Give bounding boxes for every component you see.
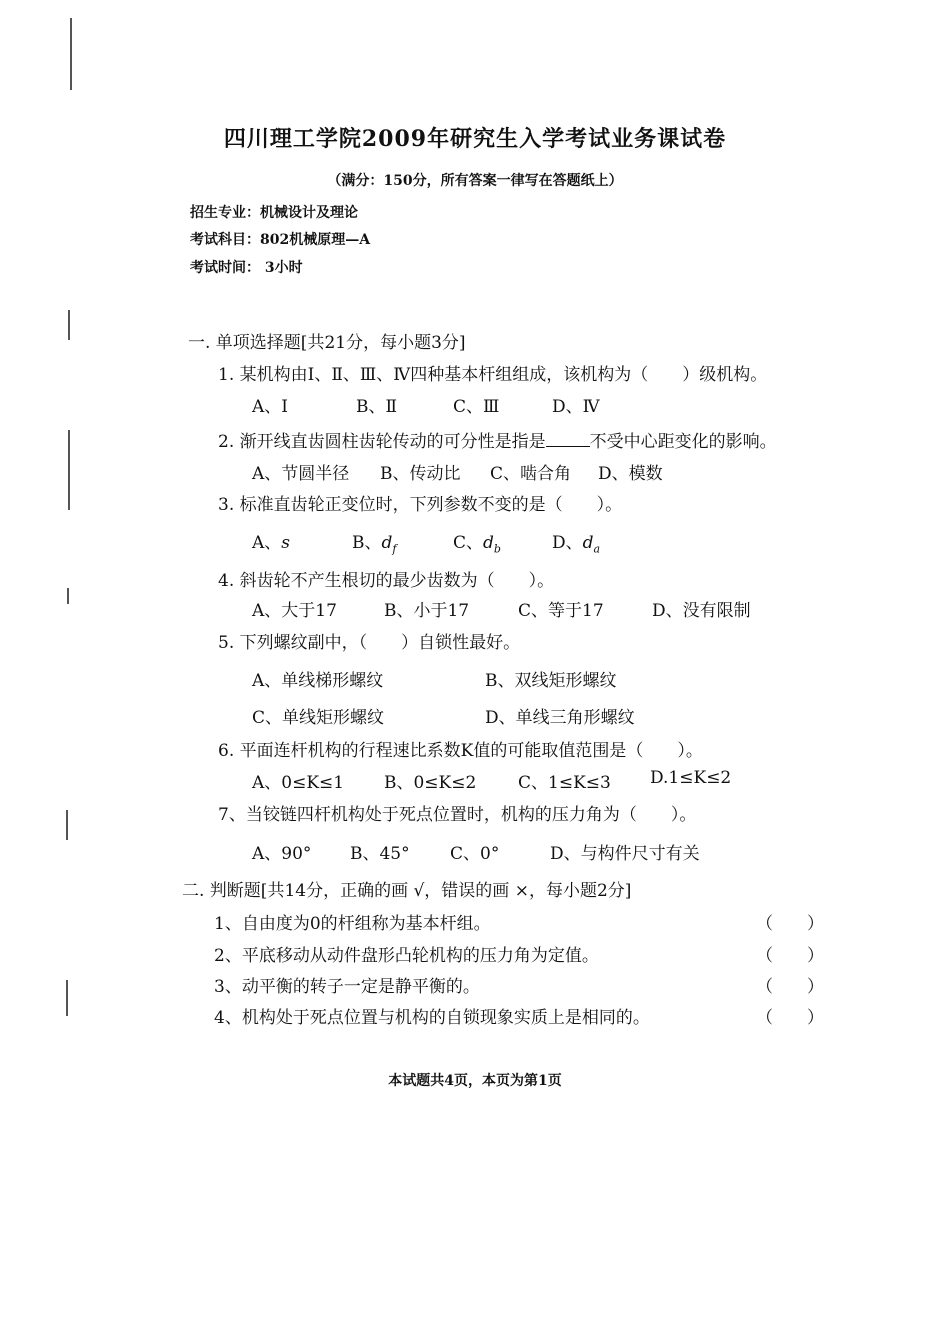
q3-option-b-label: B、 bbox=[352, 533, 382, 553]
q5-option-a: A、单线梯形螺纹 bbox=[252, 671, 384, 691]
q3-option-d bbox=[552, 528, 600, 555]
q1-option-c: C、Ⅲ bbox=[453, 397, 500, 417]
judge-answer-4: （ ） bbox=[756, 1008, 824, 1028]
judge-item-3: 3、动平衡的转子一定是静平衡的。 bbox=[214, 977, 480, 997]
scan-edge-mark bbox=[66, 810, 68, 840]
section-1-title: 一. 单项选择题[共21分，每小题3分] bbox=[188, 333, 466, 353]
q4-option-a: A、大于17 bbox=[252, 601, 337, 621]
q5-option-c: C、单线矩形螺纹 bbox=[252, 708, 385, 728]
q3-option-d-subscript: a bbox=[593, 542, 601, 556]
question-4: 4. 斜齿轮不产生根切的最少齿数为（ ）。 bbox=[218, 571, 555, 591]
q3-option-c-subscript: b bbox=[493, 542, 501, 556]
question-6: 6. 平面连杆机构的行程速比系数K值的可能取值范围是（ ）。 bbox=[218, 741, 703, 761]
q1-option-a: A、Ⅰ bbox=[252, 397, 288, 417]
exam-title: 四川理工学院2009年研究生入学考试业务课试卷 bbox=[223, 126, 727, 152]
q2-option-d: D、模数 bbox=[598, 464, 663, 484]
question-3: 3. 标准直齿轮正变位时，下列参数不变的是（ ）。 bbox=[218, 495, 623, 515]
q3-option-a bbox=[252, 528, 290, 553]
q2-option-c: C、啮合角 bbox=[490, 464, 572, 484]
question-5: 5. 下列螺纹副中，（ ）自锁性最好。 bbox=[218, 633, 521, 653]
scan-edge-mark bbox=[67, 588, 69, 604]
judge-answer-1: （ ） bbox=[756, 914, 824, 934]
scan-edge-mark bbox=[70, 18, 72, 90]
q1-option-b: B、Ⅱ bbox=[356, 397, 398, 417]
q7-option-b: B、45° bbox=[350, 844, 410, 864]
question-2-text-before: 2. 渐开线直齿圆柱齿轮传动的可分性是指是 bbox=[218, 432, 546, 452]
q3-option-a-symbol: s bbox=[281, 533, 291, 553]
page-footer: 本试题共4页，本页为第1页 bbox=[388, 1073, 562, 1089]
q3-option-c-label: C、 bbox=[453, 533, 484, 553]
exam-time: 考试时间： 3小时 bbox=[190, 260, 303, 276]
scan-edge-mark bbox=[68, 310, 70, 340]
q2-option-b: B、传动比 bbox=[380, 464, 461, 484]
q3-option-a-label: A、 bbox=[252, 533, 282, 553]
question-2-text-after: 不受中心距变化的影响。 bbox=[589, 432, 777, 452]
section-2-title: 二. 判断题[共14分，正确的画 √，错误的画 ×，每小题2分] bbox=[182, 881, 632, 901]
q7-option-a: A、90° bbox=[252, 844, 312, 864]
scan-edge-mark bbox=[68, 430, 70, 510]
q3-option-c bbox=[453, 528, 501, 555]
q5-option-b: B、双线矩形螺纹 bbox=[485, 671, 617, 691]
q5-option-d: D、单线三角形螺纹 bbox=[485, 708, 635, 728]
question-1: 1. 某机构由Ⅰ、Ⅱ、Ⅲ、Ⅳ四种基本杆组组成，该机构为（ ）级机构。 bbox=[218, 365, 768, 385]
q4-option-b: B、小于17 bbox=[384, 601, 470, 621]
question-7: 7、当铰链四杆机构处于死点位置时，机构的压力角为（ ）。 bbox=[218, 805, 697, 825]
q7-option-d: D、与构件尺寸有关 bbox=[550, 844, 700, 864]
q7-option-c: C、0° bbox=[450, 844, 500, 864]
q3-option-c-symbol: d bbox=[483, 533, 494, 553]
q3-option-b-subscript: f bbox=[392, 542, 397, 556]
judge-item-2: 2、平底移动从动件盘形凸轮机构的压力角为定值。 bbox=[214, 946, 599, 966]
q6-option-a: A、0≤K≤1 bbox=[252, 773, 345, 793]
question-2 bbox=[218, 427, 777, 452]
answer-blank bbox=[546, 432, 590, 447]
q4-option-d: D、没有限制 bbox=[652, 601, 751, 621]
q2-option-a: A、节圆半径 bbox=[252, 464, 350, 484]
q6-option-b: B、0≤K≤2 bbox=[384, 773, 477, 793]
exam-major: 招生专业：机械设计及理论 bbox=[190, 205, 358, 221]
judge-item-1: 1、自由度为0的杆组称为基本杆组。 bbox=[214, 914, 491, 934]
exam-subtitle: （满分：150分，所有答案一律写在答题纸上） bbox=[327, 173, 623, 189]
q4-option-c: C、等于17 bbox=[518, 601, 604, 621]
scan-edge-mark bbox=[66, 980, 68, 1016]
q3-option-b-symbol: d bbox=[381, 533, 393, 553]
q3-option-d-symbol: d bbox=[582, 533, 594, 553]
judge-item-4: 4、机构处于死点位置与机构的自锁现象实质上是相同的。 bbox=[214, 1008, 650, 1028]
q6-option-c: C、1≤K≤3 bbox=[518, 773, 611, 793]
q3-option-b bbox=[352, 528, 396, 555]
q3-option-d-label: D、 bbox=[552, 533, 583, 553]
judge-answer-3: （ ） bbox=[756, 977, 824, 997]
exam-subject: 考试科目：802机械原理—A bbox=[190, 232, 371, 248]
judge-answer-2: （ ） bbox=[756, 946, 824, 966]
q6-option-d: D.1≤K≤2 bbox=[650, 768, 732, 788]
q1-option-d: D、Ⅳ bbox=[552, 397, 600, 417]
